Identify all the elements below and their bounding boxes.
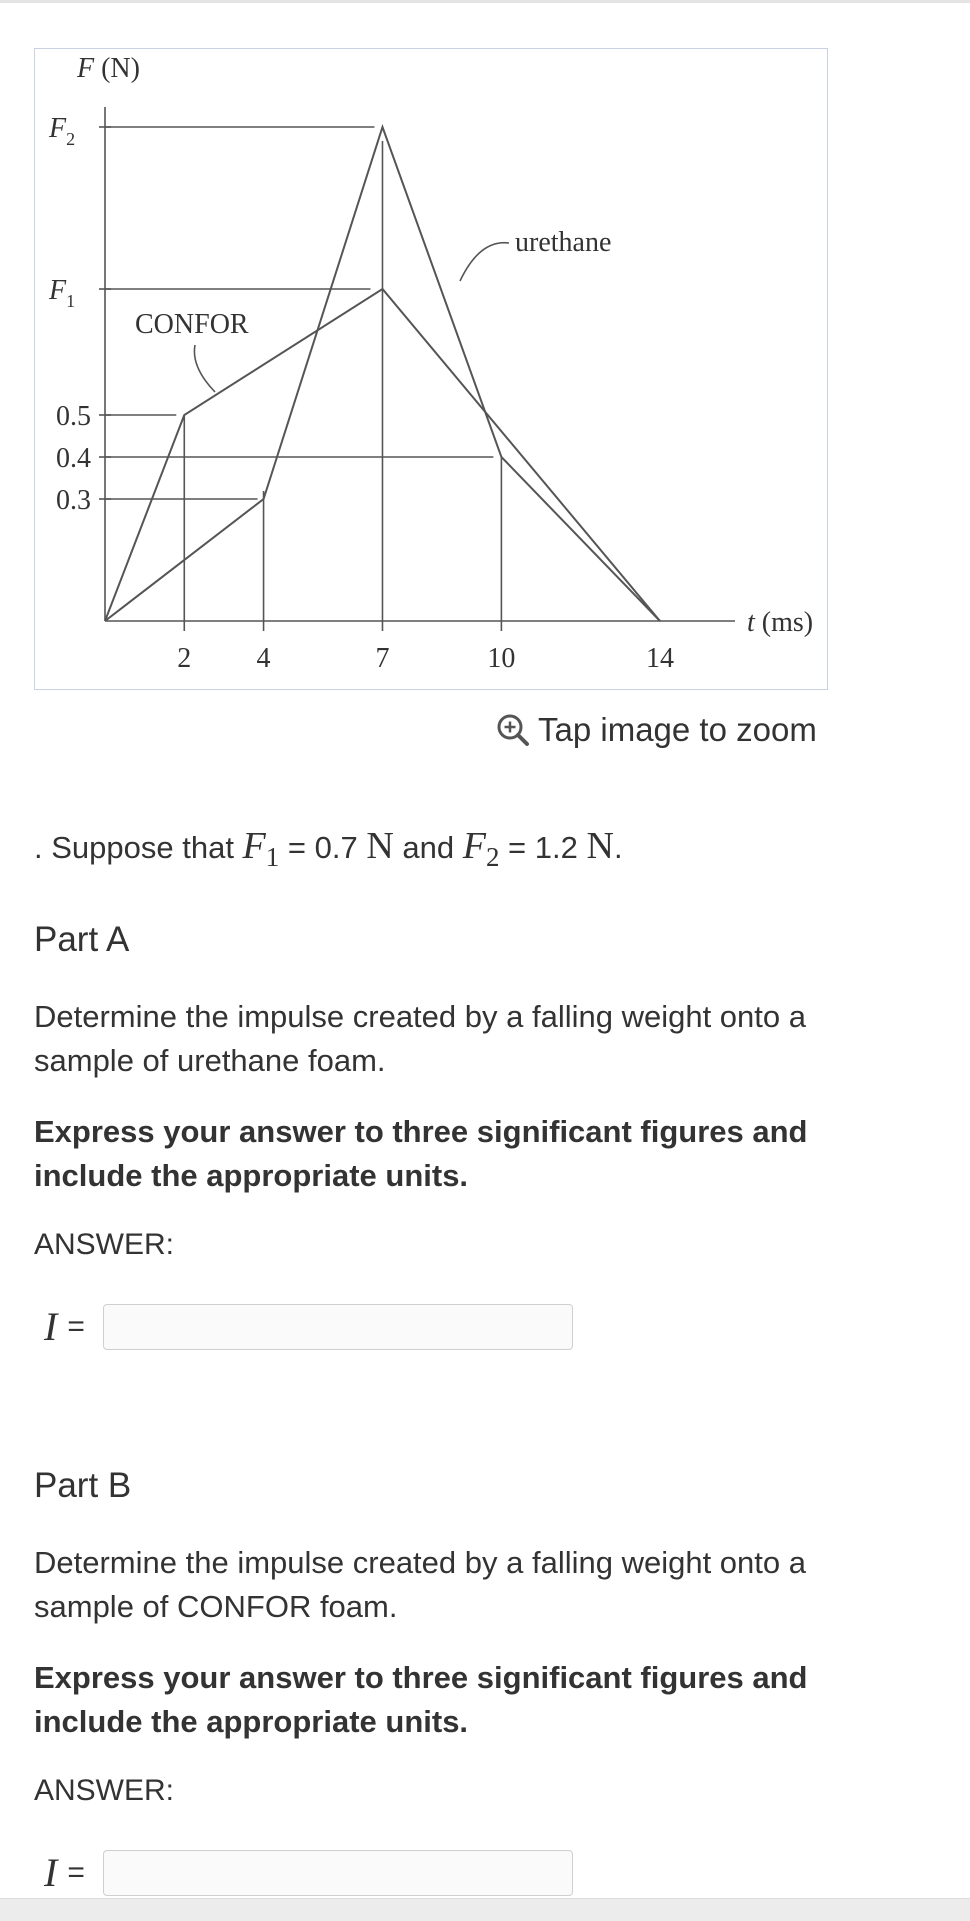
f1-value: = 0.7 [279, 830, 367, 865]
problem-statement [34, 824, 623, 872]
top-divider [0, 0, 970, 3]
x-tick-label-14: 14 [645, 643, 674, 674]
bottom-bar [0, 1898, 970, 1921]
f2-value: = 1.2 [499, 830, 587, 865]
leader-line-urethane [460, 243, 509, 281]
y-tick-label-0.5: 0.5 [56, 401, 91, 432]
part-b-title: Part B [34, 1466, 132, 1505]
part-b-answer-label: ANSWER: [34, 1774, 175, 1807]
leader-line-confor [194, 345, 215, 392]
part-a-equals-sign: = [67, 1309, 85, 1343]
x-tick-label-7: 7 [375, 643, 390, 674]
part-a-instruction: Express your answer to three significant figures and include the appropriate units. [34, 1114, 808, 1193]
f1-subscript: 1 [265, 842, 280, 872]
f2-unit: N [586, 825, 614, 867]
part-b-instruction: Express your answer to three significant figures and include the appropriate units. [34, 1660, 808, 1739]
tap-to-zoom-hint[interactable] [496, 710, 817, 750]
part-a-impulse-symbol: I [44, 1304, 58, 1349]
y-tick-subscript-f1: 1 [66, 291, 76, 311]
chart-guide-lines [105, 127, 501, 631]
y-tick-label-f2: $F_2$ [49, 113, 76, 149]
y-tick-label-0.3: 0.3 [56, 485, 91, 516]
f2-symbol: F [462, 825, 486, 867]
part-a-title: Part A [34, 920, 130, 959]
statement-suffix: . [613, 830, 623, 865]
y-axis-title: F (N) [77, 53, 140, 84]
force-time-figure[interactable] [34, 48, 828, 690]
y-tick-subscript-f2: 2 [66, 129, 76, 149]
part-b-equals-sign: = [67, 1855, 85, 1889]
f1-symbol: F [242, 825, 266, 867]
f1-unit: N [366, 825, 394, 867]
statement-joiner: and [393, 830, 463, 865]
force-time-chart [35, 49, 829, 691]
part-a-prompt: Determine the impulse created by a falling weight onto a sample of urethane foam. [34, 999, 806, 1078]
y-tick-label-0.4: 0.4 [56, 443, 91, 474]
part-a-answer-input[interactable] [103, 1304, 573, 1350]
zoom-hint-label: Tap image to zoom [538, 711, 817, 748]
part-b-answer-row [44, 1849, 573, 1896]
x-axis-title: t (ms) [747, 607, 814, 638]
x-axis-unit: (ms) [754, 607, 814, 638]
annotation-urethane: urethane [515, 227, 612, 258]
x-tick-label-4: 4 [256, 643, 271, 674]
part-b-prompt: Determine the impulse created by a falling weight onto a sample of CONFOR foam. [34, 1545, 806, 1624]
part-b-answer-input[interactable] [103, 1850, 573, 1896]
zoom-in-icon [496, 713, 530, 747]
part-b-impulse-symbol: I [44, 1850, 58, 1895]
chart-labels [48, 53, 813, 674]
x-tick-label-2: 2 [177, 643, 192, 674]
part-a-answer-row [44, 1303, 573, 1350]
annotation-confor: CONFOR [135, 309, 249, 340]
part-a-answer-label: ANSWER: [34, 1228, 175, 1261]
y-axis-unit: (N) [94, 53, 140, 84]
y-tick-label-f1: $F_1$ [49, 275, 76, 311]
f2-subscript: 2 [485, 842, 500, 872]
statement-prefix: . Suppose that [34, 830, 243, 865]
x-tick-label-10: 10 [487, 643, 516, 674]
chart-axes [99, 107, 735, 621]
